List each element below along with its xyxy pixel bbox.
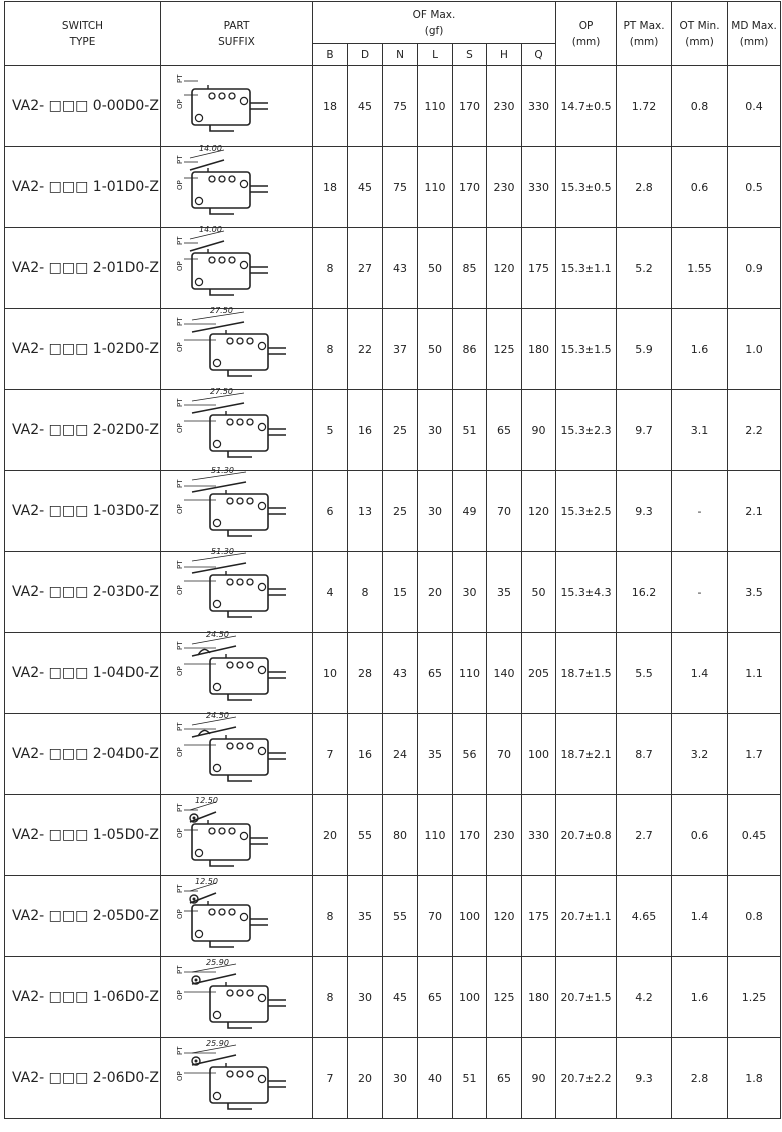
of-value-cell: 37 xyxy=(383,309,418,390)
of-value-cell: 30 xyxy=(383,1038,418,1119)
header-pt-max: PT Max. (mm) xyxy=(617,2,672,66)
lever-dimension-label: 27.50 xyxy=(209,387,233,396)
lever-dimension-label: 25.90 xyxy=(205,958,229,967)
switch-diagram-icon xyxy=(162,796,312,874)
switch-drawing-cell xyxy=(161,547,313,633)
switch-type-cell: VA2- □□□ 2-03D0-Z xyxy=(5,552,161,633)
of-value-cell: 230 xyxy=(487,66,522,147)
of-value-cell: 100 xyxy=(522,714,556,795)
switch-diagram-icon xyxy=(162,711,312,793)
table-body xyxy=(5,66,781,1119)
of-value-cell: 110 xyxy=(418,795,453,876)
table-row xyxy=(5,957,781,1038)
switch-diagram-icon xyxy=(162,877,312,955)
of-value-cell: 40 xyxy=(418,1038,453,1119)
lever-dimension-label: 51.30 xyxy=(210,466,234,475)
pt-label: PT xyxy=(175,236,184,245)
switch-type-cell: VA2- □□□ 1-01D0-Z xyxy=(5,147,161,228)
of-value-cell: 330 xyxy=(522,66,556,147)
switch-diagram-icon xyxy=(162,144,312,226)
table-row xyxy=(5,228,781,309)
pt-label: PT xyxy=(175,560,184,569)
switch-type-cell: VA2- □□□ 1-06D0-Z xyxy=(5,957,161,1038)
of-value-cell: 65 xyxy=(487,1038,522,1119)
of-value-cell: 65 xyxy=(487,390,522,471)
pt-label: PT xyxy=(175,317,184,326)
op-cell: 15.3±0.5 xyxy=(556,147,617,228)
pt-max-cell: 1.72 xyxy=(617,66,672,147)
md-max-cell: 2.2 xyxy=(728,390,781,471)
ot-min-cell: 1.4 xyxy=(672,876,728,957)
op-label: OP xyxy=(175,585,184,595)
of-value-cell: 35 xyxy=(348,876,383,957)
of-value-cell: 120 xyxy=(522,471,556,552)
pt-label: PT xyxy=(175,398,184,407)
table-row xyxy=(5,471,781,552)
switch-diagram-icon xyxy=(162,466,312,550)
of-value-cell: 8 xyxy=(348,552,383,633)
pt-max-cell: 5.2 xyxy=(617,228,672,309)
header-switch-type: SWITCH TYPE xyxy=(5,2,161,66)
pt-max-cell: 5.9 xyxy=(617,309,672,390)
of-value-cell: 205 xyxy=(522,633,556,714)
op-cell: 20.7±1.5 xyxy=(556,957,617,1038)
lever-dimension-label: 12.50 xyxy=(194,796,218,805)
of-value-cell: 43 xyxy=(383,633,418,714)
header-of-max: OF Max. (gf) xyxy=(313,2,556,44)
of-value-cell: 45 xyxy=(348,66,383,147)
of-value-cell: 70 xyxy=(418,876,453,957)
md-max-cell: 1.7 xyxy=(728,714,781,795)
op-cell: 15.3±1.5 xyxy=(556,309,617,390)
op-cell: 18.7±1.5 xyxy=(556,633,617,714)
switch-type-cell: VA2- □□□ 1-04D0-Z xyxy=(5,633,161,714)
lever-dimension-label: 14.00 xyxy=(198,144,222,153)
of-value-cell: 90 xyxy=(522,390,556,471)
of-value-cell: 25 xyxy=(383,390,418,471)
of-value-cell: 140 xyxy=(487,633,522,714)
of-value-cell: 43 xyxy=(383,228,418,309)
switch-diagram-icon xyxy=(162,225,312,307)
of-value-cell: 15 xyxy=(383,552,418,633)
of-value-cell: 27 xyxy=(348,228,383,309)
switch-drawing-cell xyxy=(161,1038,313,1119)
of-value-cell: 7 xyxy=(313,714,348,795)
of-value-cell: 8 xyxy=(313,957,348,1038)
of-value-cell: 85 xyxy=(453,228,487,309)
op-cell: 15.3±4.3 xyxy=(556,552,617,633)
of-value-cell: 6 xyxy=(313,471,348,552)
of-value-cell: 110 xyxy=(418,66,453,147)
table-row xyxy=(5,633,781,714)
switch-drawing-cell xyxy=(161,795,313,876)
of-value-cell: 16 xyxy=(348,390,383,471)
table-row xyxy=(5,66,781,147)
header-of-h: H xyxy=(487,44,522,66)
pt-max-cell: 5.5 xyxy=(617,633,672,714)
op-cell: 14.7±0.5 xyxy=(556,66,617,147)
switch-diagram-icon xyxy=(162,387,312,469)
switch-drawing-cell xyxy=(161,387,313,471)
pt-label: PT xyxy=(175,722,184,731)
lever-dimension-label: 27.50 xyxy=(209,306,233,315)
header-of-s: S xyxy=(453,44,487,66)
op-cell: 15.3±2.3 xyxy=(556,390,617,471)
switch-drawing-cell xyxy=(161,876,313,957)
of-value-cell: 120 xyxy=(487,228,522,309)
of-value-cell: 55 xyxy=(383,876,418,957)
op-label: OP xyxy=(175,504,184,514)
switch-diagram-icon xyxy=(162,306,312,388)
pt-max-cell: 9.7 xyxy=(617,390,672,471)
of-value-cell: 120 xyxy=(487,876,522,957)
switch-type-cell: VA2- □□□ 2-02D0-Z xyxy=(5,390,161,471)
table-row xyxy=(5,1038,781,1119)
switch-drawing-cell xyxy=(161,306,313,390)
of-value-cell: 180 xyxy=(522,957,556,1038)
md-max-cell: 3.5 xyxy=(728,552,781,633)
pt-max-cell: 4.65 xyxy=(617,876,672,957)
header-of-d: D xyxy=(348,44,383,66)
pt-label: PT xyxy=(175,641,184,650)
pt-max-cell: 4.2 xyxy=(617,957,672,1038)
switch-diagram-icon xyxy=(162,958,312,1036)
of-value-cell: 20 xyxy=(418,552,453,633)
md-max-cell: 0.9 xyxy=(728,228,781,309)
of-value-cell: 90 xyxy=(522,1038,556,1119)
pt-max-cell: 8.7 xyxy=(617,714,672,795)
of-value-cell: 24 xyxy=(383,714,418,795)
pt-label: PT xyxy=(175,1046,184,1055)
of-value-cell: 230 xyxy=(487,147,522,228)
md-max-cell: 1.0 xyxy=(728,309,781,390)
op-cell: 20.7±1.1 xyxy=(556,876,617,957)
lever-dimension-label: 24.50 xyxy=(205,711,229,720)
md-max-cell: 0.45 xyxy=(728,795,781,876)
lever-dimension-label: 12.50 xyxy=(194,877,218,886)
md-max-cell: 0.4 xyxy=(728,66,781,147)
of-value-cell: 65 xyxy=(418,633,453,714)
of-value-cell: 180 xyxy=(522,309,556,390)
pt-label: PT xyxy=(175,884,184,893)
switch-type-cell: VA2- □□□ 2-05D0-Z xyxy=(5,876,161,957)
of-value-cell: 4 xyxy=(313,552,348,633)
of-value-cell: 8 xyxy=(313,228,348,309)
of-value-cell: 65 xyxy=(418,957,453,1038)
pt-max-cell: 9.3 xyxy=(617,471,672,552)
of-value-cell: 35 xyxy=(487,552,522,633)
of-value-cell: 50 xyxy=(418,228,453,309)
switch-drawing-cell xyxy=(161,144,313,228)
of-value-cell: 330 xyxy=(522,795,556,876)
of-value-cell: 50 xyxy=(522,552,556,633)
header-op: OP (mm) xyxy=(556,2,617,66)
ot-min-cell: 1.6 xyxy=(672,957,728,1038)
of-value-cell: 330 xyxy=(522,147,556,228)
switch-diagram-icon xyxy=(162,1039,312,1117)
of-value-cell: 70 xyxy=(487,471,522,552)
ot-min-cell: 3.1 xyxy=(672,390,728,471)
of-value-cell: 170 xyxy=(453,147,487,228)
of-value-cell: 49 xyxy=(453,471,487,552)
pt-max-cell: 2.7 xyxy=(617,795,672,876)
of-value-cell: 70 xyxy=(487,714,522,795)
switch-drawing-cell xyxy=(161,957,313,1038)
switch-drawing-cell xyxy=(161,66,313,147)
pt-max-cell: 16.2 xyxy=(617,552,672,633)
of-value-cell: 18 xyxy=(313,66,348,147)
of-value-cell: 18 xyxy=(313,147,348,228)
of-value-cell: 75 xyxy=(383,66,418,147)
of-value-cell: 100 xyxy=(453,876,487,957)
of-value-cell: 110 xyxy=(453,633,487,714)
table-row xyxy=(5,309,781,390)
op-cell: 18.7±2.1 xyxy=(556,714,617,795)
header-md-max: MD Max. (mm) xyxy=(728,2,781,66)
md-max-cell: 1.1 xyxy=(728,633,781,714)
op-label: OP xyxy=(175,747,184,757)
of-value-cell: 175 xyxy=(522,228,556,309)
pt-label: PT xyxy=(175,803,184,812)
header-of-q: Q xyxy=(522,44,556,66)
of-value-cell: 8 xyxy=(313,876,348,957)
header-of-l: L xyxy=(418,44,453,66)
op-cell: 15.3±1.1 xyxy=(556,228,617,309)
of-value-cell: 110 xyxy=(418,147,453,228)
table-row xyxy=(5,552,781,633)
of-value-cell: 56 xyxy=(453,714,487,795)
md-max-cell: 0.5 xyxy=(728,147,781,228)
of-value-cell: 125 xyxy=(487,309,522,390)
lever-dimension-label: 51.30 xyxy=(210,547,234,556)
md-max-cell: 2.1 xyxy=(728,471,781,552)
ot-min-cell: 0.6 xyxy=(672,147,728,228)
table-row xyxy=(5,147,781,228)
of-value-cell: 30 xyxy=(348,957,383,1038)
lever-dimension-label: 25.90 xyxy=(205,1039,229,1048)
table-row xyxy=(5,876,781,957)
of-value-cell: 10 xyxy=(313,633,348,714)
op-label: OP xyxy=(175,909,184,919)
of-value-cell: 35 xyxy=(418,714,453,795)
of-value-cell: 8 xyxy=(313,309,348,390)
of-value-cell: 55 xyxy=(348,795,383,876)
of-value-cell: 30 xyxy=(418,390,453,471)
switch-diagram-icon xyxy=(162,630,312,712)
md-max-cell: 0.8 xyxy=(728,876,781,957)
table-row xyxy=(5,795,781,876)
header-of-b: B xyxy=(313,44,348,66)
ot-min-cell: 3.2 xyxy=(672,714,728,795)
op-label: OP xyxy=(175,180,184,190)
of-value-cell: 170 xyxy=(453,66,487,147)
of-value-cell: 22 xyxy=(348,309,383,390)
switch-type-cell: VA2- □□□ 2-06D0-Z xyxy=(5,1038,161,1119)
pt-label: PT xyxy=(175,74,184,83)
of-value-cell: 30 xyxy=(418,471,453,552)
switch-type-cell: VA2- □□□ 1-05D0-Z xyxy=(5,795,161,876)
switch-type-cell: VA2- □□□ 0-00D0-Z xyxy=(5,66,161,147)
of-value-cell: 7 xyxy=(313,1038,348,1119)
switch-type-cell: VA2- □□□ 2-04D0-Z xyxy=(5,714,161,795)
of-value-cell: 51 xyxy=(453,390,487,471)
table-row xyxy=(5,714,781,795)
ot-min-cell: 1.6 xyxy=(672,309,728,390)
op-cell: 20.7±2.2 xyxy=(556,1038,617,1119)
of-value-cell: 230 xyxy=(487,795,522,876)
op-label: OP xyxy=(175,423,184,433)
pt-label: PT xyxy=(175,155,184,164)
of-value-cell: 170 xyxy=(453,795,487,876)
of-value-cell: 30 xyxy=(453,552,487,633)
op-label: OP xyxy=(175,342,184,352)
ot-min-cell: - xyxy=(672,471,728,552)
of-value-cell: 86 xyxy=(453,309,487,390)
switch-drawing-cell xyxy=(161,466,313,552)
op-cell: 20.7±0.8 xyxy=(556,795,617,876)
ot-min-cell: - xyxy=(672,552,728,633)
of-value-cell: 20 xyxy=(313,795,348,876)
spec-table xyxy=(4,1,781,1119)
of-value-cell: 5 xyxy=(313,390,348,471)
md-max-cell: 1.8 xyxy=(728,1038,781,1119)
switch-drawing-cell xyxy=(161,711,313,795)
md-max-cell: 1.25 xyxy=(728,957,781,1038)
switch-diagram-icon xyxy=(162,67,312,145)
lever-dimension-label: 14.00 xyxy=(198,225,222,234)
ot-min-cell: 0.6 xyxy=(672,795,728,876)
of-value-cell: 13 xyxy=(348,471,383,552)
op-label: OP xyxy=(175,99,184,109)
switch-drawing-cell xyxy=(161,225,313,309)
switch-drawing-cell xyxy=(161,630,313,714)
ot-min-cell: 1.4 xyxy=(672,633,728,714)
pt-max-cell: 2.8 xyxy=(617,147,672,228)
of-value-cell: 100 xyxy=(453,957,487,1038)
header-of-n: N xyxy=(383,44,418,66)
op-label: OP xyxy=(175,1071,184,1081)
switch-type-cell: VA2- □□□ 1-03D0-Z xyxy=(5,471,161,552)
of-value-cell: 51 xyxy=(453,1038,487,1119)
op-label: OP xyxy=(175,828,184,838)
switch-diagram-icon xyxy=(162,547,312,631)
of-value-cell: 50 xyxy=(418,309,453,390)
of-value-cell: 125 xyxy=(487,957,522,1038)
switch-type-cell: VA2- □□□ 1-02D0-Z xyxy=(5,309,161,390)
ot-min-cell: 2.8 xyxy=(672,1038,728,1119)
of-value-cell: 80 xyxy=(383,795,418,876)
op-cell: 15.3±2.5 xyxy=(556,471,617,552)
of-value-cell: 175 xyxy=(522,876,556,957)
op-label: OP xyxy=(175,990,184,1000)
header-ot-min: OT Min. (mm) xyxy=(672,2,728,66)
of-value-cell: 20 xyxy=(348,1038,383,1119)
of-value-cell: 25 xyxy=(383,471,418,552)
pt-label: PT xyxy=(175,479,184,488)
header-part-suffix: PART SUFFIX xyxy=(161,2,313,66)
op-label: OP xyxy=(175,666,184,676)
table-row xyxy=(5,390,781,471)
switch-type-cell: VA2- □□□ 2-01D0-Z xyxy=(5,228,161,309)
pt-max-cell: 9.3 xyxy=(617,1038,672,1119)
lever-dimension-label: 24.50 xyxy=(205,630,229,639)
ot-min-cell: 1.55 xyxy=(672,228,728,309)
of-value-cell: 16 xyxy=(348,714,383,795)
of-value-cell: 45 xyxy=(348,147,383,228)
pt-label: PT xyxy=(175,965,184,974)
ot-min-cell: 0.8 xyxy=(672,66,728,147)
of-value-cell: 45 xyxy=(383,957,418,1038)
op-label: OP xyxy=(175,261,184,271)
of-value-cell: 28 xyxy=(348,633,383,714)
of-value-cell: 75 xyxy=(383,147,418,228)
